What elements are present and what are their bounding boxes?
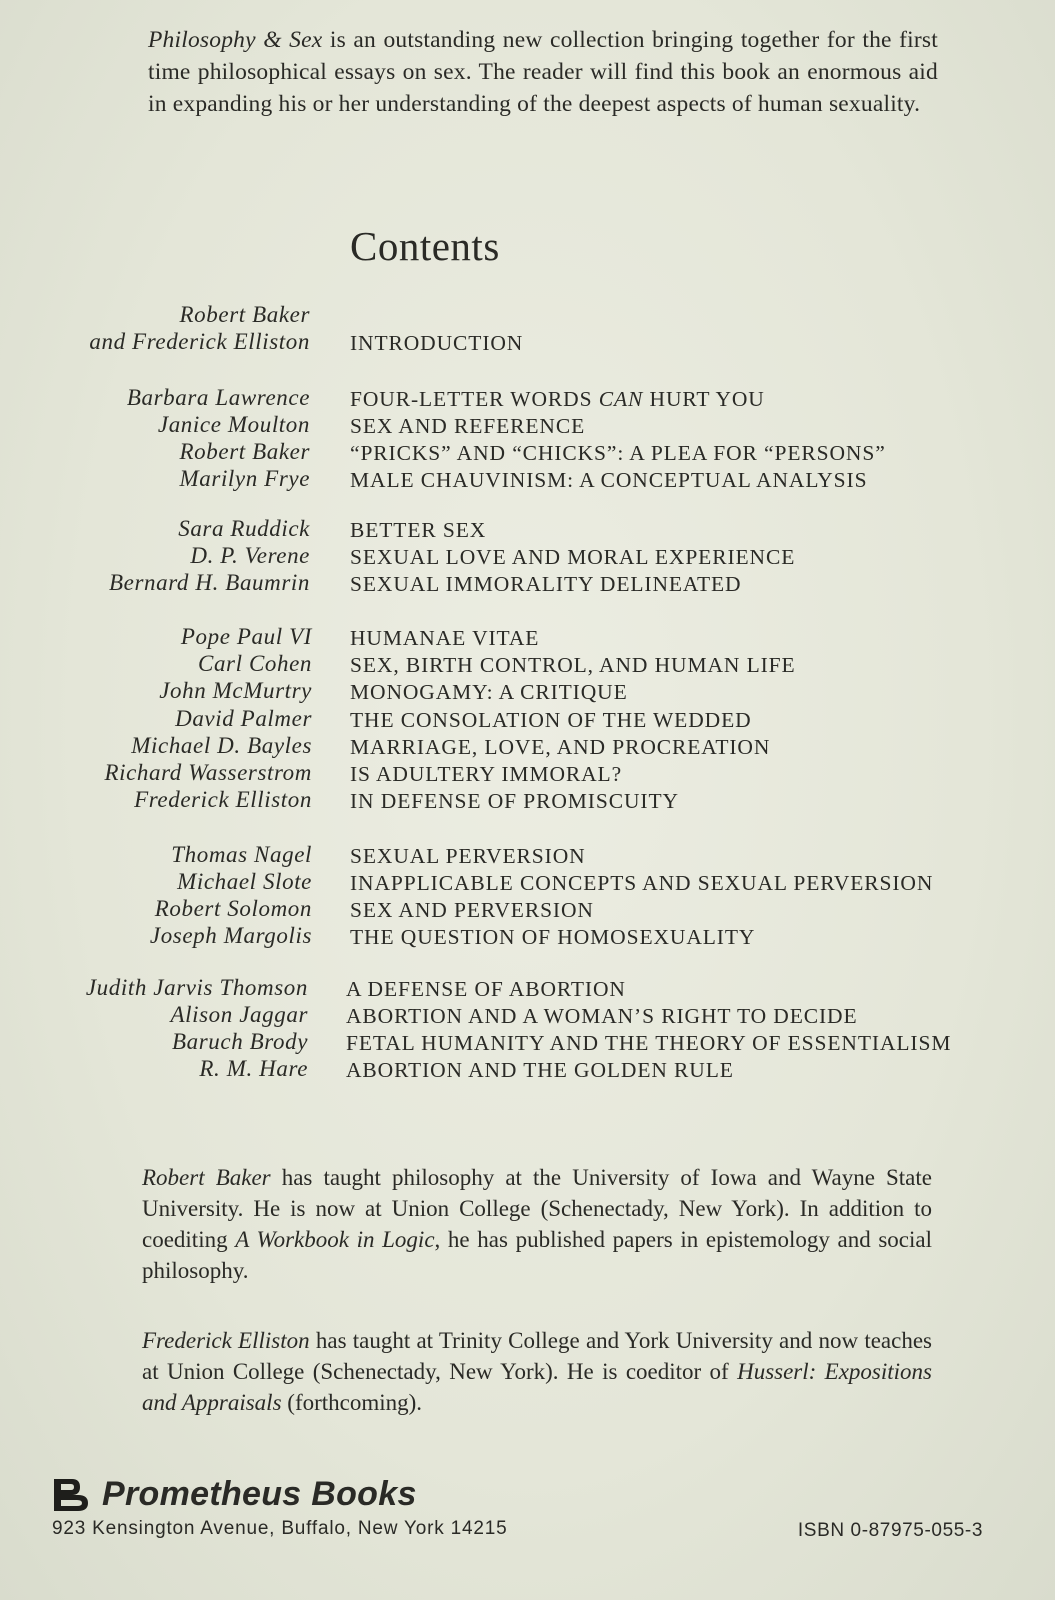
toc-title: ABORTION AND THE GOLDEN RULE bbox=[346, 1058, 734, 1082]
toc-row bbox=[0, 1029, 1055, 1057]
toc-author: and Frederick Elliston bbox=[89, 329, 310, 354]
toc-author: D. P. Verene bbox=[190, 543, 310, 568]
toc-title: BETTER SEX bbox=[350, 518, 487, 542]
toc-row bbox=[0, 385, 1055, 413]
toc-row bbox=[0, 923, 1055, 951]
toc-row bbox=[0, 439, 1055, 467]
toc-title: FOUR-LETTER WORDS CAN HURT YOU bbox=[350, 387, 765, 411]
toc-row bbox=[0, 678, 1055, 706]
toc-row bbox=[0, 302, 1055, 330]
bio-work-title: A Workbook in Logic bbox=[235, 1227, 435, 1252]
toc-author: Marilyn Frye bbox=[179, 466, 310, 491]
toc-author: Barbara Lawrence bbox=[126, 385, 310, 410]
publisher-address: 923 Kensington Avenue, Buffalo, New York 14215 bbox=[52, 1518, 508, 1539]
toc-title: IS ADULTERY IMMORAL? bbox=[350, 762, 623, 786]
bio-name: Frederick Elliston bbox=[142, 1328, 310, 1353]
toc-row bbox=[0, 869, 1055, 897]
toc-row bbox=[0, 1002, 1055, 1030]
toc-row bbox=[0, 624, 1055, 652]
toc-title: INTRODUCTION bbox=[350, 331, 524, 355]
toc-author: Janice Moulton bbox=[157, 412, 310, 437]
toc-author: David Palmer bbox=[175, 706, 312, 731]
toc-row bbox=[0, 651, 1055, 679]
bio-frederick-elliston: Frederick Elliston has taught at Trinity College and York University and now teaches at Union College (Schenectady, New York). He is coeditor of Husserl: Expositions and Appraisals (forthcoming). bbox=[142, 1328, 932, 1415]
toc-row bbox=[0, 543, 1055, 571]
toc-author: Bernard H. Baumrin bbox=[109, 570, 310, 595]
publisher-logo-icon bbox=[52, 1477, 92, 1513]
toc-title: SEX AND PERVERSION bbox=[350, 898, 594, 922]
toc-author: Richard Wasserstrom bbox=[104, 760, 312, 785]
toc-author: Carl Cohen bbox=[198, 651, 312, 676]
toc-row bbox=[0, 706, 1055, 734]
toc-author: Pope Paul VI bbox=[180, 624, 312, 649]
blurb-text: is an outstanding new collection bringing together for the first time philosophical essays on sex. The reader will find this book an enormous aid in expanding his or her understanding of the deepest aspects of human sexuality. bbox=[148, 27, 938, 117]
toc-title: MARRIAGE, LOVE, AND PROCREATION bbox=[350, 735, 771, 759]
toc-title: SEXUAL PERVERSION bbox=[350, 844, 586, 868]
toc-title: SEXUAL IMMORALITY DELINEATED bbox=[350, 572, 742, 596]
toc-row bbox=[0, 896, 1055, 924]
toc-title: SEXUAL LOVE AND MORAL EXPERIENCE bbox=[350, 545, 796, 569]
bio-work-title: Husserl: Expositions and Appraisals bbox=[142, 1359, 932, 1415]
publisher-name: Prometheus Books bbox=[102, 1475, 417, 1513]
toc-author: Michael D. Bayles bbox=[131, 733, 312, 758]
toc-author: Robert Baker bbox=[179, 439, 310, 464]
toc-title: FETAL HUMANITY AND THE THEORY OF ESSENTIALISM bbox=[346, 1031, 952, 1055]
toc-row bbox=[0, 975, 1055, 1003]
toc-author: Robert Baker bbox=[179, 302, 310, 327]
toc-title: THE QUESTION OF HOMOSEXUALITY bbox=[350, 925, 756, 949]
toc-author: Michael Slote bbox=[177, 869, 312, 894]
toc-title: SEX, BIRTH CONTROL, AND HUMAN LIFE bbox=[350, 653, 796, 677]
toc-author: Robert Solomon bbox=[154, 896, 312, 921]
toc-title: A DEFENSE OF ABORTION bbox=[346, 977, 626, 1001]
toc-title: ABORTION AND A WOMAN’S RIGHT TO DECIDE bbox=[346, 1004, 858, 1028]
toc-title: SEX AND REFERENCE bbox=[350, 414, 586, 438]
toc-author: John McMurtry bbox=[159, 678, 312, 703]
toc-author: Judith Jarvis Thomson bbox=[85, 975, 308, 1000]
toc-title: MALE CHAUVINISM: A CONCEPTUAL ANALYSIS bbox=[350, 468, 868, 492]
toc-title: “PRICKS” AND “CHICKS”: A PLEA FOR “PERSONS” bbox=[350, 441, 886, 465]
toc-row bbox=[0, 329, 1055, 357]
bio-robert-baker: Robert Baker has taught philosophy at the University of Iowa and Wayne State University. He is now at Union College (Schenectady, New York). In addition to coediting A Workbook in Logic, he has published papers in epistemology and social philosophy. bbox=[142, 1165, 932, 1283]
toc-row bbox=[0, 570, 1055, 598]
toc-title: HUMANAE VITAE bbox=[350, 626, 540, 650]
bio-name: Robert Baker bbox=[142, 1165, 271, 1190]
toc-row bbox=[0, 466, 1055, 494]
toc-row bbox=[0, 842, 1055, 870]
isbn: ISBN 0-87975-055-3 bbox=[797, 1520, 983, 1541]
toc-title: THE CONSOLATION OF THE WEDDED bbox=[350, 708, 752, 732]
toc-row bbox=[0, 760, 1055, 788]
toc-title: MONOGAMY: A CRITIQUE bbox=[350, 680, 628, 704]
toc-row bbox=[0, 1056, 1055, 1084]
toc-author: Sara Ruddick bbox=[178, 516, 310, 541]
toc-row bbox=[0, 733, 1055, 761]
toc-row bbox=[0, 787, 1055, 815]
toc-row bbox=[0, 516, 1055, 544]
toc-author: Baruch Brody bbox=[171, 1029, 308, 1054]
contents-heading: Contents bbox=[350, 223, 500, 269]
toc-row bbox=[0, 412, 1055, 440]
toc-author: Thomas Nagel bbox=[171, 842, 312, 867]
blurb-paragraph bbox=[148, 24, 938, 120]
blurb-book-title: Philosophy & Sex bbox=[148, 27, 323, 53]
toc-author: Joseph Margolis bbox=[149, 923, 312, 948]
toc-title: IN DEFENSE OF PROMISCUITY bbox=[350, 789, 679, 813]
publisher-block bbox=[52, 1475, 417, 1514]
toc-author: Frederick Elliston bbox=[134, 787, 312, 812]
toc-author: R. M. Hare bbox=[199, 1056, 308, 1081]
toc-title: INAPPLICABLE CONCEPTS AND SEXUAL PERVERSION bbox=[350, 871, 934, 895]
toc-author: Alison Jaggar bbox=[170, 1002, 308, 1027]
